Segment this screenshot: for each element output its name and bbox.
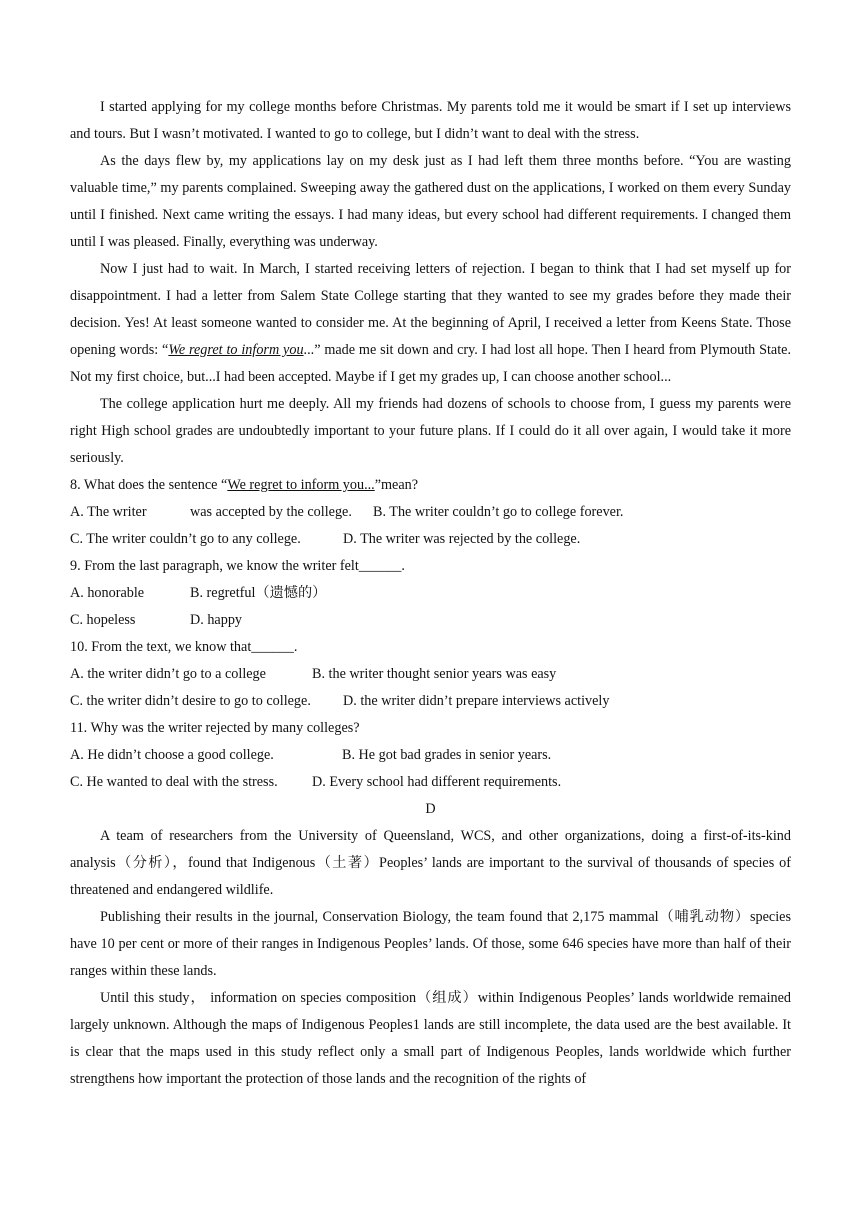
passage-c-paragraph-1: I started applying for my college months before Christmas. My parents told me it would be smart if I set up interviews and tours. But I wasn’t motivated. I wanted to go to college, but I didn’t want to deal with the stress. — [70, 99, 791, 142]
question-8-options-row-1 — [70, 499, 791, 526]
question-8-stem-b: ”mean? — [374, 477, 419, 493]
question-11-option-d: D. Every school had different requirements. — [312, 774, 562, 790]
passage-c-paragraph-2: As the days flew by, my applications lay on my desk just as I had left them three months before. “You are wasting valuable time,” my parents complained. Sweeping away the gathered dust on the applications, I worked on them every Sunday until I finished. Next came writing the essays. I had many ideas, but every school had different requirements. I changed them until I was pleased. Finally, everything was underway. — [70, 153, 791, 250]
question-8-option-b: B. The writer couldn’t go to college forever. — [373, 504, 624, 520]
question-11-option-c: C. He wanted to deal with the stress. — [70, 774, 278, 790]
question-9-option-d: D. happy — [190, 612, 243, 628]
paragraph-3-text-b: ...” made me sit down and cry. I had lost all hope. Then I heard from Plymouth State. Not my first choice, but...I had been accepted. Maybe if I get my grades up, I can choose another school... — [70, 342, 791, 385]
question-10-option-d: D. the writer didn’t prepare interviews actively — [343, 693, 610, 709]
passage-c-paragraph-3 — [70, 256, 791, 391]
question-8-option-a: A. The writer — [70, 504, 147, 520]
passage-d-paragraph-2: Publishing their results in the journal, Conservation Biology, the team found that 2,175 mammal（哺乳动物）species have 10 per cent or more of their ranges in Indigenous Peoples’ lands. Of those, some 646 species have more than half of their ranges within these lands. — [70, 909, 791, 979]
question-10-options-row-2 — [70, 688, 791, 715]
question-8-quote: We regret to inform you... — [227, 477, 375, 493]
question-8-option-c: C. The writer couldn’t go to any college. — [70, 531, 301, 547]
question-8-options-row-2 — [70, 526, 791, 553]
passage-d-paragraph-3: Until this study， information on species composition（组成）within Indigenous Peoples’ lands worldwide remained largely unknown. Although the maps of Indigenous Peoples1 lands are still incomplete, the data used are the best available. It is clear that the maps used in this study reflect only a small part of Indigenous Peoples, lands worldwide which further strengthens how important the protection of those lands and the recognition of the rights of — [70, 990, 791, 1087]
quoted-phrase: We regret to inform you — [168, 342, 304, 358]
question-10-option-a: A. the writer didn’t go to a college — [70, 666, 266, 682]
question-8-stem-a: 8. What does the sentence “ — [70, 477, 228, 493]
passage-c-paragraph-4: The college application hurt me deeply. All my friends had dozens of schools to choose from, I guess my parents were right High school grades are undoubtedly important to your future plans. If I could do it all over again, I would take it more seriously. — [70, 396, 791, 466]
paragraph-3-text-a: Now I just had to wait. In March, I started receiving letters of rejection. I began to think that I had set myself up for disappointment. I had a letter from Salem State College starting that they wanted to see my grades before they made their decision. Yes! At least someone wanted to consider me. At the beginning of April, I received a letter from Keens State. Those opening words: “ — [70, 261, 791, 358]
question-11-option-b: B. He got bad grades in senior years. — [342, 747, 552, 763]
question-9-option-a: A. honorable — [70, 585, 145, 601]
question-8-option-d: D. The writer was rejected by the college. — [343, 531, 581, 547]
question-9-stem: 9. From the last paragraph, we know the writer felt______. — [70, 558, 405, 574]
passage-d-paragraph-1: A team of researchers from the University of Queensland, WCS, and other organizations, doing a first-of-its-kind analysis（分析），found that Indigenous（土著）Peoples’ lands are important to the survival of thousands of species of threatened and endangered wildlife. — [70, 828, 791, 898]
question-9-option-c: C. hopeless — [70, 612, 136, 628]
question-11-option-a: A. He didn’t choose a good college. — [70, 747, 274, 763]
question-10-stem: 10. From the text, we know that______. — [70, 639, 298, 655]
passage-d-heading: D — [425, 801, 436, 817]
question-9-options-row-1 — [70, 580, 791, 607]
question-9-options-row-2 — [70, 607, 791, 634]
question-9-option-b: B. regretful（遗憾的） — [190, 585, 327, 601]
question-11-stem: 11. Why was the writer rejected by many colleges? — [70, 720, 360, 736]
question-10-option-b: B. the writer thought senior years was easy — [312, 666, 557, 682]
document-page — [70, 94, 791, 1093]
question-10-option-c: C. the writer didn’t desire to go to college. — [70, 693, 311, 709]
question-11-options-row-2 — [70, 769, 791, 796]
question-8-option-a-cont: was accepted by the college. — [190, 504, 352, 520]
question-11-options-row-1 — [70, 742, 791, 769]
question-8-stem — [70, 472, 791, 499]
question-10-options-row-1 — [70, 661, 791, 688]
